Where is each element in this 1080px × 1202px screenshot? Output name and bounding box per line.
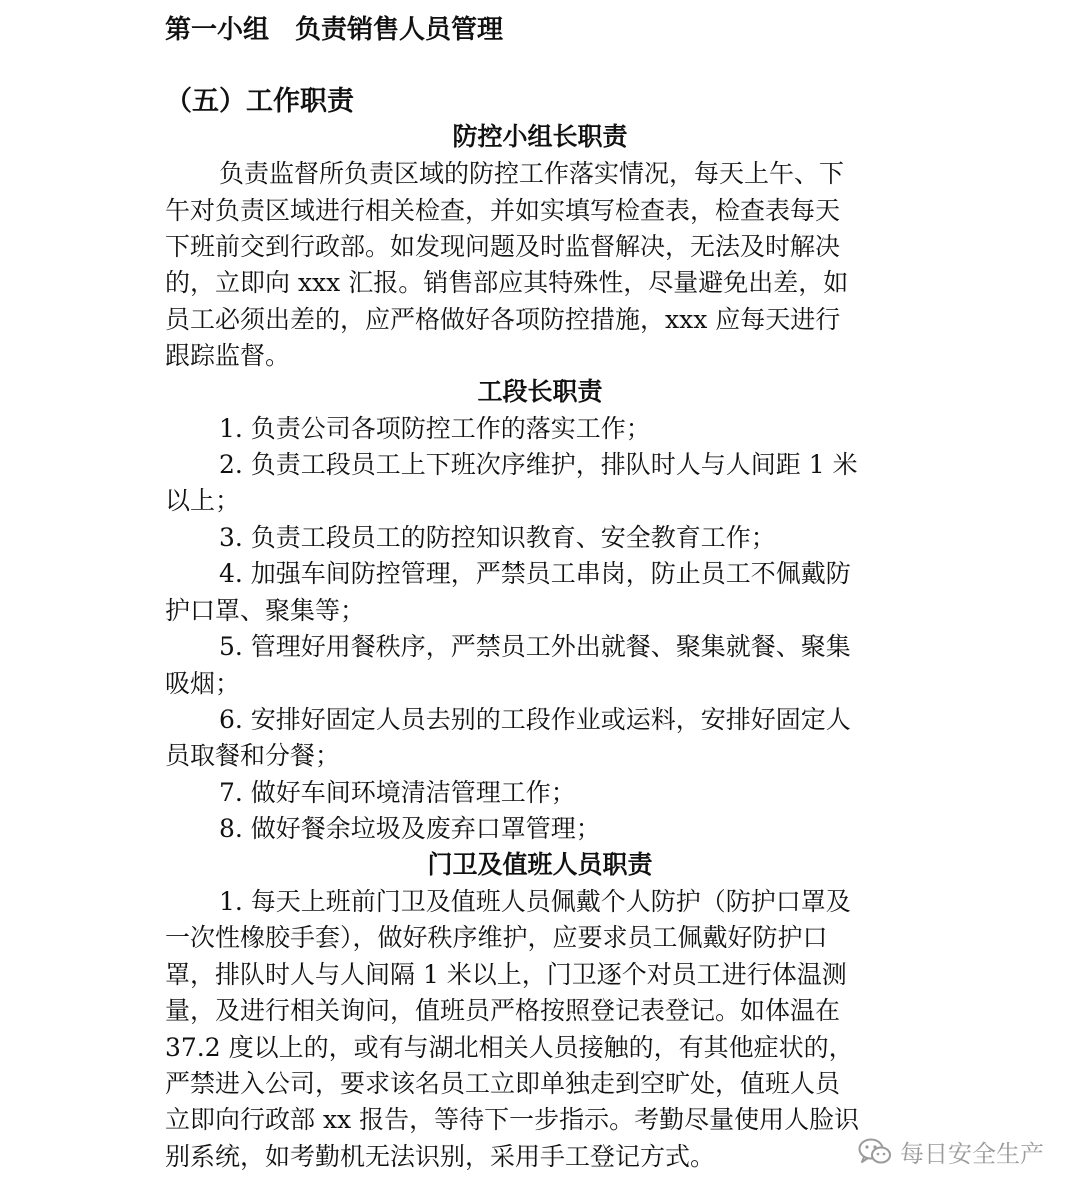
paragraph-line: 的，立即向 xxx 汇报。销售部应其特殊性，尽量避免出差，如 — [165, 268, 849, 297]
paragraph-line: 负责监督所负责区域的防控工作落实情况，每天上午、下 — [219, 159, 845, 188]
watermark-text: 每日安全生产 — [900, 1140, 1044, 1168]
list-item: 1. 每天上班前门卫及值班人员佩戴个人防护（防护口罩及 — [219, 887, 851, 916]
list-item: 7. 做好车间环境清洁管理工作； — [219, 778, 576, 807]
paragraph-line: 下班前交到行政部。如发现问题及时监督解决，无法及时解决 — [165, 232, 841, 261]
paragraph-line: 37.2 度以上的，或有与湖北相关人员接触的，有其他症状的， — [165, 1033, 854, 1062]
paragraph-line: 员工必须出差的，应严格做好各项防控措施，xxx 应每天进行 — [165, 305, 841, 334]
paragraph-line: 罩，排队时人与人间隔 1 米以上，门卫逐个对员工进行体温测 — [165, 960, 847, 989]
list-item: 2. 负责工段员工上下班次序维护，排队时人与人间距 1 米 — [219, 450, 858, 479]
list-item-continuation: 护口罩、聚集等； — [165, 596, 366, 625]
list-item-continuation: 吸烟； — [165, 669, 241, 698]
list-item: 1. 负责公司各项防控工作的落实工作； — [219, 414, 651, 443]
section-title: （五）工作职责 — [165, 86, 354, 117]
subsection-title: 门卫及值班人员职责 — [427, 850, 653, 879]
list-item: 6. 安排好固定人员去别的工段作业或运料，安排好固定人 — [219, 705, 851, 734]
paragraph-line: 量，及进行相关询问，值班员严格按照登记表登记。如体温在 — [165, 996, 841, 1025]
list-item: 8. 做好餐余垃圾及废弃口罩管理； — [219, 814, 601, 843]
paragraph-line: 严禁进入公司，要求该名员工立即单独走到空旷处，值班人员 — [165, 1069, 841, 1098]
list-item-continuation: 员取餐和分餐； — [165, 741, 341, 770]
paragraph-line: 午对负责区域进行相关检查，并如实填写检查表，检查表每天 — [165, 196, 841, 225]
list-item: 4. 加强车间防控管理，严禁员工串岗，防止员工不佩戴防 — [219, 559, 851, 588]
paragraph-line: 别系统，如考勤机无法识别，采用手工登记方式。 — [165, 1142, 716, 1171]
paragraph-line: 立即向行政部 xx 报告，等待下一步指示。考勤尽量使用人脸识 — [165, 1105, 860, 1134]
subsection-title: 防控小组长职责 — [452, 122, 628, 151]
subsection-title: 工段长职责 — [477, 377, 603, 406]
paragraph-line: 跟踪监督。 — [165, 341, 291, 370]
watermark — [858, 1134, 1044, 1169]
paragraph-line: 一次性橡胶手套），做好秩序维护，应要求员工佩戴好防护口 — [165, 923, 828, 952]
list-item: 5. 管理好用餐秩序，严禁员工外出就餐、聚集就餐、聚集 — [219, 632, 851, 661]
list-item: 3. 负责工段员工的防控知识教育、安全教育工作； — [219, 523, 776, 552]
list-item-continuation: 以上； — [165, 486, 241, 515]
wechat-icon — [858, 1137, 892, 1167]
group-title: 第一小组 负责销售人员管理 — [165, 15, 504, 45]
